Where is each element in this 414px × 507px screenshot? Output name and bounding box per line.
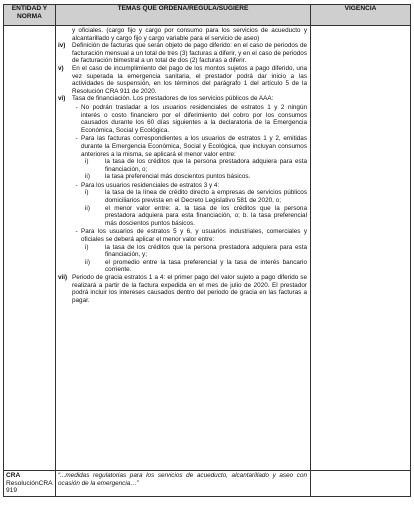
sub-item: ii) el promedio entre la tasa preferencial y la tasa de interés bancario corriente. <box>85 258 307 274</box>
norm-quote: “...medidas regulatorias para los servicios de acueducto, alcantarillado y aseo con ocasión de la emergencia…” <box>58 472 307 487</box>
list-item: vi) Tasa de financiación. Los prestadores de los servicios públicos de AAA: - No podrán trasladar a los usuarios residenciales de estratos 1 y 2 ningún interés o costo financiero por el diferimiento del cobro por los consumos causados durante los 60 días siguientes a la declaratoria de la Emergencia Económica, Social y Ecológica. - Para las facturas correspondientes a los usuarios de estratos 1 y 2, emitidas durante la Emergencia Económica, Social y Ecológica, que incluyan consumos anteriores a la misma, se aplicará el menor valor entre: i) la tasa de los créditos que la persona prestadora adquiera para esta financiación, o; ii) la tasa preferencial más doscientos puntos básicos. - Para los usuarios residenciales de estratos 3 y 4: i) la tasa de la línea de crédito directo a empresas de servicios públicos domiciliarios prevista en el Decreto Legislativo 581 de 2020, o; ii) el menor valor entre: a. la tasa de los créditos que la persona prestadora adquiera para esta financiación, o; b. la tasa preferencial más doscientos puntos básicos. - Para los usuarios de estratos 5 y 6, y usuarios industriales, comerciales y oficiales se deberá aplicar el menor valor entre: i) la tasa de los créditos que la persona prestadora adquiera para esta financiación, y; ii) el promedio entre la tasa preferencial y la tasa de interés bancario corriente. <box>58 95 307 274</box>
intro-text: y oficiales. (cargo fijo y cargo por consumo para los servicios de acueducto y alcantarillado y cargo fijo y cargo variable para el servicio de aseo) <box>72 27 307 42</box>
regulation-table <box>3 4 411 497</box>
norm-entity: CRA <box>38 479 53 487</box>
bullet-item: - Para los usuarios de estratos 5 y 6, y usuarios industriales, comerciales y oficiales se deberá aplicar el menor valor entre: i) la tasa de los créditos que la persona prestadora adquiera para esta financiación, y; ii) el promedio entre la tasa preferencial y la tasa de interés bancario corriente. <box>75 228 307 274</box>
header-validity: VIGENCIA <box>311 5 411 26</box>
table-row <box>4 471 411 497</box>
header-topics: TEMAS QUE ORDENA/REGULA/SUGIERE <box>56 5 311 26</box>
sub-item: i) la tasa de la línea de crédito directo a empresas de servicios públicos domiciliarios prevista en el Decreto Legislativo 581 de 2020, o; <box>85 189 307 205</box>
table-header-row <box>4 5 411 26</box>
bullet-item: - Para los usuarios residenciales de estratos 3 y 4: i) la tasa de la línea de crédito directo a empresas de servicios públicos domiciliarios prevista en el Decreto Legislativo 581 de 2020, o; ii) el menor valor entre: a. la tasa de los créditos que la persona prestadora adquiera para esta financiación, o; b. la tasa preferencial más doscientos puntos básicos. <box>75 181 307 227</box>
norm-number: 919 <box>6 487 18 495</box>
validity-cell-empty <box>311 26 411 471</box>
norm-topic-cell <box>56 471 311 497</box>
bullet-item: - No podrán trasladar a los usuarios residenciales de estratos 1 y 2 ningún interés o costo financiero por el diferimiento del cobro por los consumos causados durante los 60 días siguientes a la declaratoria de la Emergencia Económica, Social y Ecológica. <box>75 103 307 134</box>
sub-item: i) la tasa de los créditos que la persona prestadora adquiera para esta financiación, y; <box>85 243 307 259</box>
norm-label: Resolución <box>6 479 39 487</box>
sub-item: ii) el menor valor entre: a. la tasa de los créditos que la persona prestadora adquiera para esta financiación, o; b. la tasa preferencial más doscientos puntos básicos. <box>85 204 307 227</box>
entity-norm-cell <box>4 471 56 497</box>
topics-cell <box>56 26 311 471</box>
list-item: vii) Periodo de gracia estratos 1 a 4: el primer pago del valor sujeto a pago diferido se realizará a partir de la factura expedida en el mes de julio de 2020. El prestador podrá incluir los intereses causados dentro del periodo de gracia en las facturas a pagar. <box>58 274 307 304</box>
entity-name: CRA <box>6 472 21 479</box>
table-row <box>4 26 411 471</box>
list-item: iv) Definición de facturas que serán objeto de pago diferido: en el caso de periodos de facturación mensual a un total de tres (3) facturas a diferir, y en el caso de periodos de facturación bimestral a un total de dos (2) facturas a diferir. <box>58 42 307 65</box>
list-item: v) En el caso de incumplimiento del pago de los montos sujetos a pago diferido, una vez superada la emergencia sanitaria, el prestador podrá dar inicio a las actividades de suspensión, en los términos del parágrafo 1 del artículo 5 de la Resolución CRA 911 de 2020. <box>58 64 307 95</box>
entity-cell-empty <box>4 26 56 471</box>
bullet-item: - Para las facturas correspondientes a los usuarios de estratos 1 y 2, emitidas durante la Emergencia Económica, Social y Ecológica, que incluyan consumos anteriores a la misma, se aplicará el menor valor entre: i) la tasa de los créditos que la persona prestadora adquiera para esta financiación, o; ii) la tasa preferencial más doscientos puntos básicos. <box>75 135 307 181</box>
header-entity-norm: ENTIDAD Y NORMA <box>4 5 56 26</box>
norm-validity-cell <box>311 471 411 497</box>
sub-item: ii) la tasa preferencial más doscientos puntos básicos. <box>85 173 251 181</box>
item-text: Tasa de financiación. Los prestadores de los servicios públicos de AAA: <box>72 95 274 103</box>
sub-item: i) la tasa de los créditos que la persona prestadora adquiera para esta financiación, o; <box>85 158 307 173</box>
